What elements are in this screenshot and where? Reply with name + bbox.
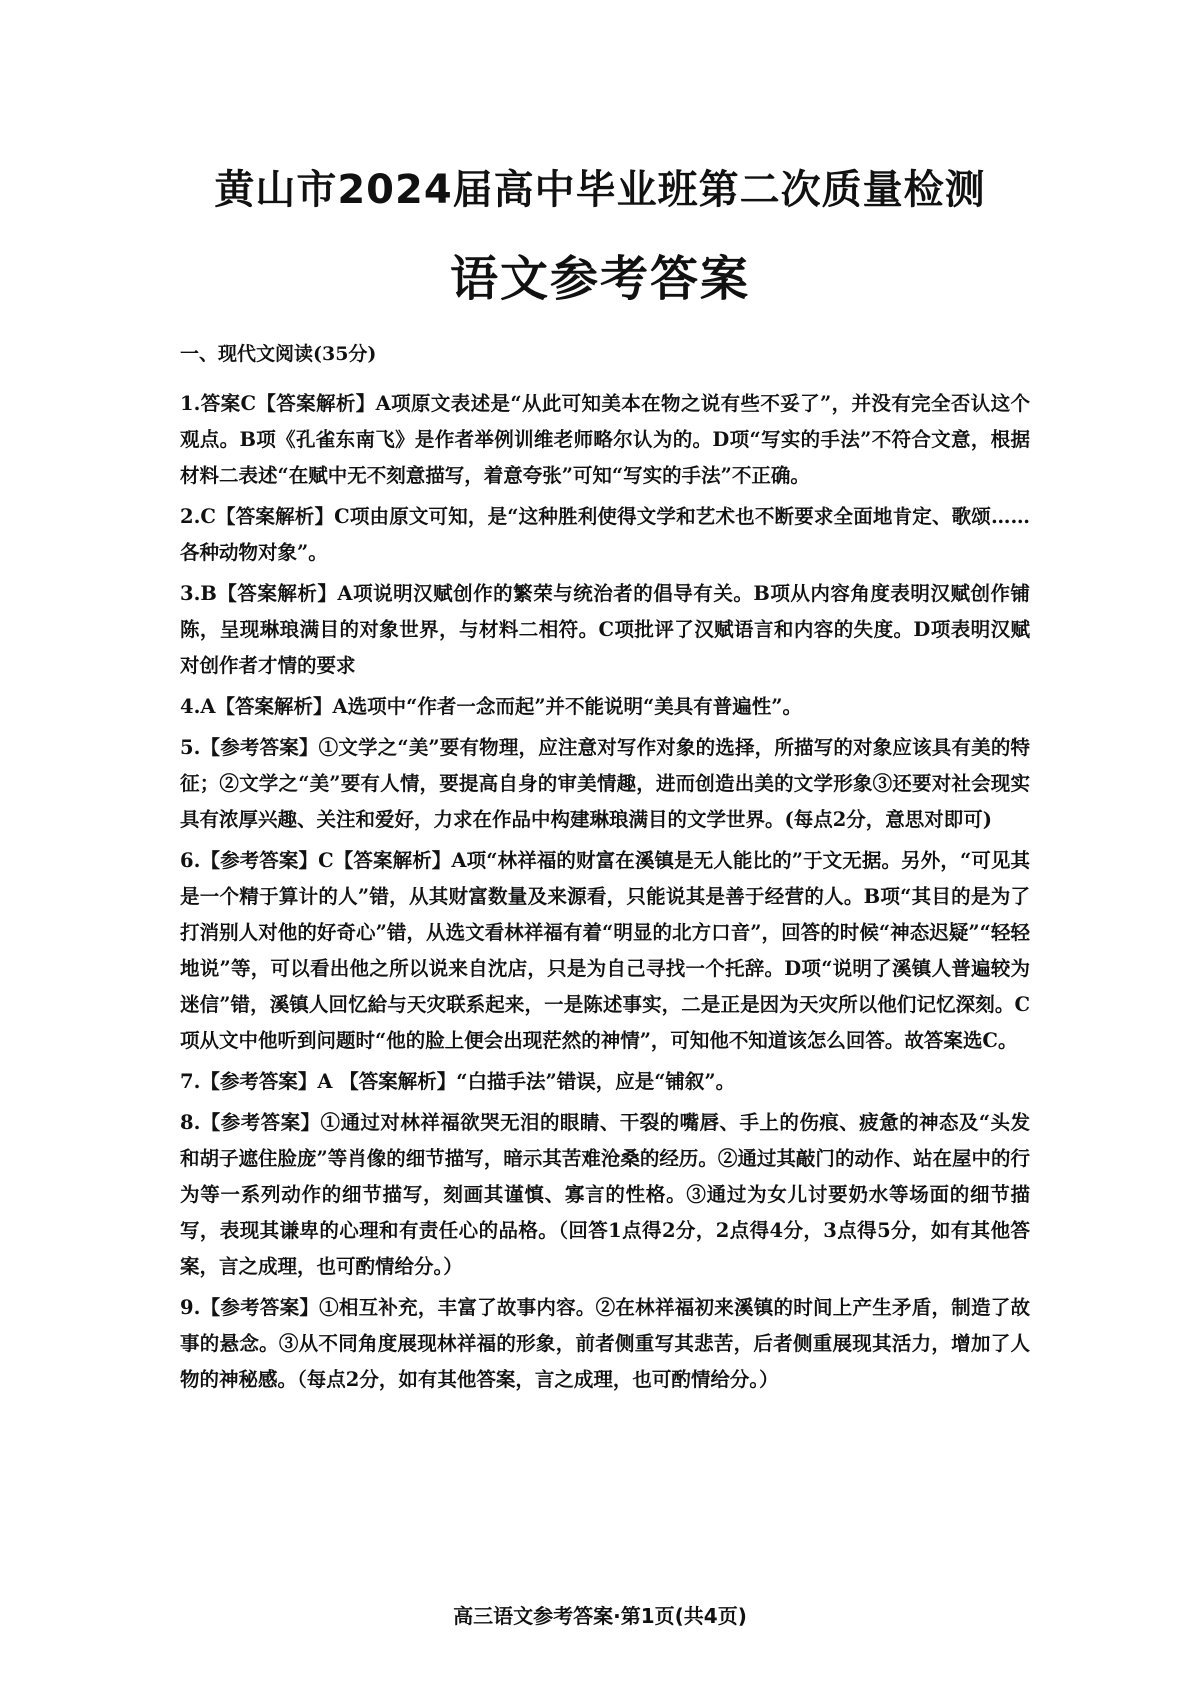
document-subtitle: 语文参考答案 [449, 251, 750, 307]
answer-item-1: 1.答案C【答案解析】A项原文表述是“从此可知美本在物之说有些不妥了”，并没有完全否认这个观点。B项《孔雀东南飞》是作者举例训维老师略尔认为的。D项“写实的手法”不符合文意，根据材料二表述“在赋中无不刻意描写，着意夸张”可知“写实的手法”不正确。 [180, 392, 1030, 487]
answer-item-3: 3.B【答案解析】A项说明汉赋创作的繁荣与统治者的倡导有关。B项从内容角度表明汉赋创作铺陈，呈现琳琅满目的对象世界，与材料二相符。C项批评了汉赋语言和内容的失度。D项表明汉赋对创作者才情的要求 [180, 582, 1030, 677]
answers-content [180, 338, 1030, 1403]
exam-title: 黄山市2024届高中毕业班第二次质量检测 [214, 167, 986, 213]
answer-item-5: 5.【参考答案】①文学之“美”要有物理，应注意对写作对象的选择，所描写的对象应该具有美的特征；②文学之“美”要有人情，要提高自身的审美情趣，进而创造出美的文学形象③还要对社会现实具有浓厚兴趣、关注和爱好，力求在作品中构建琳琅满目的文学世界。(每点2分，意思对即可) [180, 736, 1030, 831]
answer-item-6: 6.【参考答案】C【答案解析】A项“林祥福的财富在溪镇是无人能比的”于文无据。另外，“可见其是一个精于算计的人”错，从其财富数量及来源看，只能说其是善于经营的人。B项“其目的是为了打消别人对他的好奇心”错，从选文看林祥福有着“明显的北方口音”，回答的时候“神态迟疑”“轻轻地说”等，可以看出他之所以说来自沈店，只是为自己寻找一个托辞。D项“说明了溪镇人普遍较为迷信”错，溪镇人回忆給与天灾联系起来，一是陈述事实，二是正是因为天灾所以他们记忆深刻。C项从文中他听到问题时“他的脸上便会出现茫然的神情”，可知他不知道该怎么回答。故答案选C。 [180, 849, 1030, 1052]
answer-item-4: 4.A【答案解析】A选项中“作者一念而起”并不能说明“美具有普遍性”。 [180, 695, 802, 718]
page-footer: 高三语文参考答案·第1页(共4页) [453, 1604, 747, 1628]
section-heading: 一、现代文阅读(35分) [180, 343, 377, 365]
answer-item-9: 9.【参考答案】①相互补充，丰富了故事内容。②在林祥福初来溪镇的时间上产生矛盾，制造了故事的悬念。③从不同角度展现林祥福的形象，前者侧重写其悲苦，后者侧重展现其活力，增加了人物的神秘感。（每点2分，如有其他答案，言之成理，也可酌情给分。） [180, 1296, 1030, 1391]
answer-item-7: 7.【参考答案】A 【答案解析】“白描手法”错误，应是“铺叙”。 [180, 1070, 736, 1093]
answer-item-8: 8.【参考答案】①通过对林祥福欲哭无泪的眼睛、干裂的嘴唇、手上的伤痕、疲惫的神态及“头发和胡子遮住脸庞”等肖像的细节描写，暗示其苦难沧桑的经历。②通过其敲门的动作、站在屋中的行为等一系列动作的细节描写，刻画其谨慎、寡言的性格。③通过为女儿讨要奶水等场面的细节描写，表现其谦卑的心理和有责任心的品格。（回答1点得2分，2点得4分，3点得5分，如有其他答案，言之成理，也可酌情给分。） [180, 1111, 1030, 1278]
answer-item-2: 2.C【答案解析】C项由原文可知，是“这种胜利使得文学和艺术也不断要求全面地肯定、歌颂……各种动物对象”。 [180, 505, 1030, 564]
